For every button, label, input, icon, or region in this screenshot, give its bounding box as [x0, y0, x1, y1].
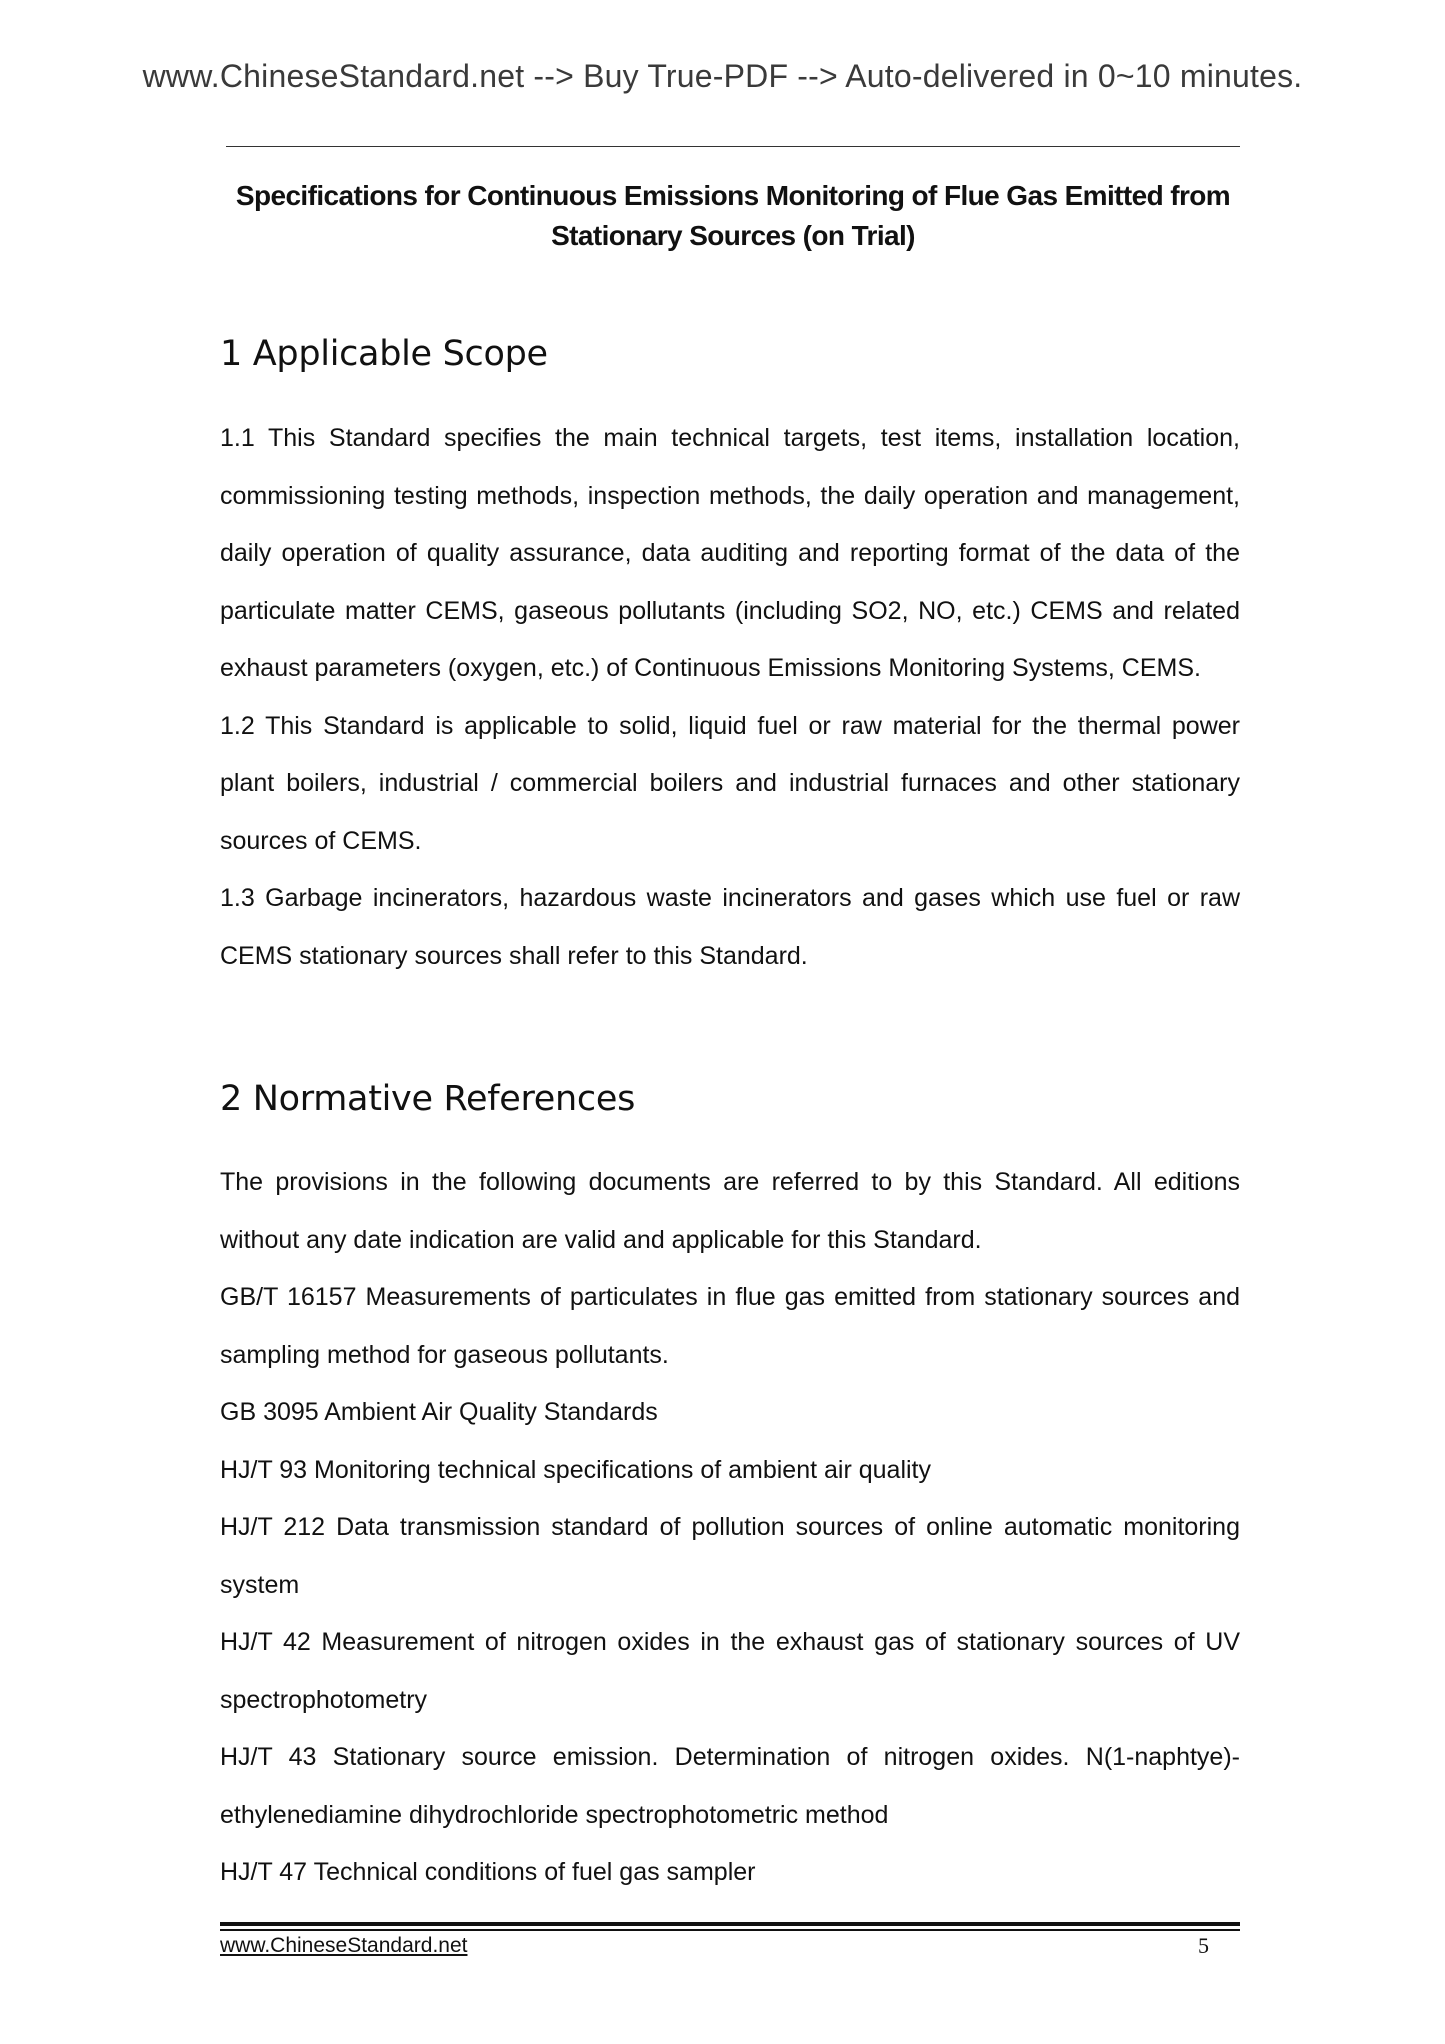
document-title-line-1: Specifications for Continuous Emissions Monitoring of Flue Gas Emitted from: [235, 180, 1231, 211]
reference-hjt-47: HJ/T 47 Technical conditions of fuel gas sampler: [220, 1858, 756, 1886]
document-title: [226, 176, 1240, 256]
reference-gb-3095: GB 3095 Ambient Air Quality Standards: [220, 1398, 658, 1426]
reference-gbt-16157: GB/T 16157 Measurements of particulates in flue gas emitted from stationary sources and sampling method for gaseous pollutants.: [220, 1283, 1240, 1369]
header-divider: [226, 146, 1240, 147]
document-title-line-2: Stationary Sources (on Trial): [551, 220, 915, 251]
reference-hjt-43: HJ/T 43 Stationary source emission. Determination of nitrogen oxides. N(1-naphtye)-ethylenediamine dihydrochloride spectrophotometric method: [220, 1743, 1240, 1829]
section-body-normative-references: [220, 1154, 1240, 1902]
section-heading-normative-references: 2 Normative References: [220, 1079, 636, 1119]
header-banner: www.ChineseStandard.net --> Buy True-PDF --> Auto-delivered in 0~10 minutes.: [142, 58, 1303, 94]
section-body-applicable-scope: [220, 410, 1240, 985]
paragraph-references-intro: The provisions in the following documents are referred to by this Standard. All editions without any date indication are valid and applicable for this Standard.: [220, 1168, 1240, 1254]
section-heading-applicable-scope: 1 Applicable Scope: [220, 334, 548, 374]
paragraph-1-2: 1.2 This Standard is applicable to solid, liquid fuel or raw material for the thermal power plant boilers, industrial / commercial boilers and industrial furnaces and other stationary sources of CEMS.: [220, 711, 1240, 855]
reference-hjt-93: HJ/T 93 Monitoring technical specifications of ambient air quality: [220, 1455, 931, 1484]
paragraph-1-3: 1.3 Garbage incinerators, hazardous waste incinerators and gases which use fuel or raw CEMS stationary sources shall refer to this Standard.: [220, 884, 1240, 970]
paragraph-1-1: 1.1 This Standard specifies the main technical targets, test items, installation location, commissioning testing methods, inspection methods, the daily operation and management, daily operation of quality assurance, data auditing and reporting format of the data of the particulate matter CEMS, gaseous pollutants (including SO2, NO, etc.) CEMS and related exhaust parameters (oxygen, etc.) of Continuous Emissions Monitoring Systems, CEMS.: [220, 424, 1240, 682]
reference-hjt-212: HJ/T 212 Data transmission standard of pollution sources of online automatic monitoring system: [220, 1513, 1240, 1599]
footer-website-link[interactable]: www.ChineseStandard.net: [220, 1934, 468, 1957]
footer-divider-thick: [220, 1922, 1240, 1926]
reference-hjt-42: HJ/T 42 Measurement of nitrogen oxides in the exhaust gas of stationary sources of UV spectrophotometry: [220, 1628, 1240, 1714]
footer-divider-thin: [220, 1929, 1240, 1931]
page-number: 5: [1198, 1933, 1209, 1958]
